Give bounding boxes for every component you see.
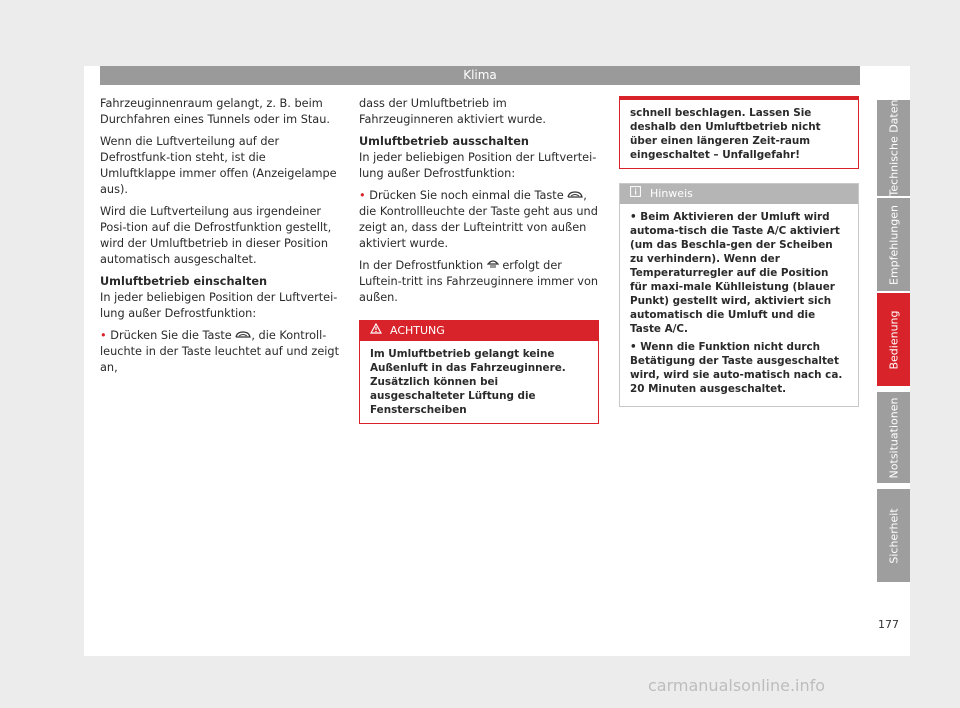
column-2	[359, 96, 599, 424]
paragraph: Wird die Luftverteilung aus irgendeiner Posi-tion auf die Defrostfunktion gestellt, wird der Umluftbetrieb in dieser Position automatisch ausgeschaltet.	[100, 205, 332, 266]
warning-text: Im Umluftbetrieb gelangt keine Außenluft in das Fahrzeuginnere. Zusätzlich können bei ausgeschalteter Lüftung die Fensterscheiben	[370, 348, 566, 416]
note-item: • Beim Aktivieren der Umluft wird automa-tisch die Taste A/C aktiviert (um das Beschla-gen der Scheiben zu verhindern). Wenn der Temperaturregler auf die Position für maxi-male Kühlleistung (blauer Punkt) gestellt wird, aktiviert sich automatisch die Umluft und die Taste A/C.	[630, 211, 840, 335]
page-number: 177	[878, 618, 899, 631]
paragraph: dass der Umluftbetrieb im Fahrzeuginneren aktiviert wurde.	[359, 97, 546, 126]
section-heading: Umluftbetrieb ausschalten	[359, 135, 529, 148]
note-header: Hinweis	[620, 184, 858, 204]
recirculation-icon	[567, 188, 583, 204]
paragraph: Fahrzeuginnenraum gelangt, z. B. beim Durchfahren eines Tunnels oder im Stau.	[100, 97, 330, 126]
paragraph: In jeder beliebigen Position der Luftvertei-lung außer Defrostfunktion:	[100, 291, 338, 320]
note-box	[619, 183, 859, 407]
page-header: Klima	[100, 66, 860, 85]
paragraph: Wenn die Luftverteilung auf der Defrostfunk-tion steht, ist die Umluftklappe immer offen (Anzeigelampe aus).	[100, 135, 337, 196]
column-1	[100, 96, 340, 382]
tab-empfehlungen[interactable]: Empfehlungen	[877, 198, 910, 291]
paragraph: In der Defrostfunktion erfolgt der Luftein-tritt ins Fahrzeuginnere immer von außen.	[359, 259, 599, 304]
tab-bedienung[interactable]: Bedienung	[877, 293, 910, 386]
tab-technische-daten[interactable]: Technische Daten	[877, 100, 910, 196]
bullet-item: • Drücken Sie die Taste , die Kontroll-leuchte in der Taste leuchtet auf und zeigt an,	[100, 329, 340, 374]
warning-box	[359, 320, 599, 424]
tab-sicherheit[interactable]: Sicherheit	[877, 489, 910, 582]
section-heading: Umluftbetrieb einschalten	[100, 275, 268, 288]
warning-triangle-icon	[370, 321, 384, 341]
defrost-icon	[487, 258, 499, 274]
bullet-icon: •	[100, 329, 107, 342]
info-icon	[630, 184, 644, 204]
column-3	[619, 96, 859, 407]
watermark: carmanualsonline.info	[648, 676, 826, 695]
tab-notsituationen[interactable]: Notsituationen	[877, 392, 910, 483]
bullet-icon: •	[359, 189, 366, 202]
warning-continuation: schnell beschlagen. Lassen Sie deshalb den Umluftbetrieb nicht über einen längeren Zeit-raum eingeschaltet – Unfallgefahr!	[619, 96, 859, 169]
paragraph: In jeder beliebigen Position der Luftvertei-lung außer Defrostfunktion:	[359, 151, 597, 180]
warning-header: ACHTUNG	[360, 321, 598, 341]
note-item: • Wenn die Funktion nicht durch Betätigung der Taste ausgeschaltet wird, wird sie auto-matisch nach ca. 20 Minuten ausgeschaltet.	[630, 341, 843, 395]
recirculation-icon	[235, 328, 251, 344]
bullet-item: • Drücken Sie noch einmal die Taste , die Kontrollleuchte der Taste geht aus und zeigt an, dass der Lufteintritt von außen aktiviert wurde.	[359, 189, 598, 250]
note-body	[620, 204, 858, 406]
